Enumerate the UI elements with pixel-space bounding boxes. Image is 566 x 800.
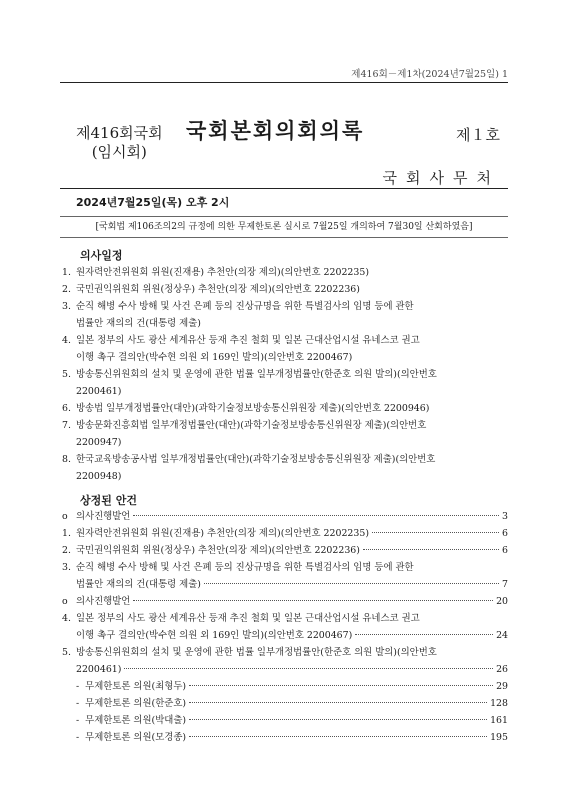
toc-item-body — [62, 644, 508, 678]
leader-dots — [355, 634, 493, 635]
leader-dots — [363, 549, 499, 550]
agenda-item-text: 국민권익위원회 위원(정상우) 추천안(의장 제의)(의안번호 2202236) — [76, 284, 360, 295]
toc-page-number: 128 — [490, 698, 508, 709]
agenda-list — [62, 264, 508, 485]
toc-page-number: 26 — [496, 664, 508, 675]
running-head: 제416회－제1차(2024년7월25일) 1 — [351, 69, 508, 80]
toc-item-text: 무제한토론 의원(박대출) — [85, 715, 187, 726]
toc-entry-line — [76, 729, 508, 746]
toc-page-number: 161 — [490, 715, 508, 726]
toc-item — [62, 644, 508, 678]
toc-item-text: 무제한토론 의원(한준호) — [85, 698, 187, 709]
agenda-item-number: 7. — [62, 420, 71, 431]
agenda-item — [62, 298, 508, 332]
toc-item — [62, 508, 508, 525]
agenda-title: 의사일정 — [80, 249, 123, 262]
agenda-item-number: 2. — [62, 284, 71, 295]
toc-item-text: 이행 촉구 결의안(박수현 의원 외 169인 발의)(의안번호 2200467) — [76, 630, 353, 641]
toc-entry-line — [76, 542, 508, 559]
toc-item-bullet: - — [76, 715, 80, 726]
leader-dots — [204, 583, 499, 584]
agenda-item — [62, 400, 508, 417]
agenda-item-text: 한국교육방송공사법 일부개정법률안(대안)(과학기술정보방송통신위원장 제출)(의안번호 — [76, 454, 436, 465]
toc-item-bullet: - — [76, 681, 80, 692]
agenda-item — [62, 264, 508, 281]
toc-item-number: 3. — [62, 562, 71, 573]
toc-entry-line — [76, 525, 508, 542]
publisher: 국회사무처 — [382, 169, 500, 187]
session-note: [국회법 제106조의2의 규정에 의한 무제한토론 실시로 7월25일 개의하여 7월30일 산회하였음] — [60, 216, 508, 238]
agenda-item-text: 방송통신위원회의 설치 및 운영에 관한 법률 일부개정법률안(한준호 의원 발의)(의안번호 — [76, 369, 437, 380]
toc-item — [62, 695, 508, 712]
agenda-item-number: 5. — [62, 369, 71, 380]
leader-dots — [189, 702, 487, 703]
leader-dots — [189, 719, 487, 720]
toc-entry-line — [76, 593, 508, 610]
toc-entry-line — [76, 661, 508, 678]
toc-item — [62, 525, 508, 542]
leader-dots — [133, 515, 499, 516]
toc-item-number: 1. — [62, 528, 71, 539]
agenda-item-number: 8. — [62, 454, 71, 465]
date-rule — [60, 188, 508, 189]
agenda-item — [62, 451, 508, 485]
agenda-item — [62, 281, 508, 298]
toc-item — [62, 712, 508, 729]
toc-item — [62, 678, 508, 695]
toc-entry-line — [76, 627, 508, 644]
leader-dots — [189, 736, 487, 737]
agenda-item-text: 순직 해병 수사 방해 및 사건 은폐 등의 진상규명을 위한 특별검사의 임명 등에 관한 — [76, 301, 414, 312]
agenda-item-text: 이행 촉구 결의안(박수현 의원 외 169인 발의)(의안번호 2200467) — [76, 352, 353, 363]
toc-item-text: 원자력안전위원회 위원(진재용) 추천안(의장 제의)(의안번호 2202235) — [76, 528, 369, 539]
session-label — [76, 124, 163, 162]
toc-item-bullet: - — [76, 698, 80, 709]
toc-item-text: 방송통신위원회의 설치 및 운영에 관한 법률 일부개정법률안(한준호 의원 발의)(의안번호 — [76, 647, 437, 658]
leader-dots — [372, 532, 499, 533]
toc-item-bullet: - — [76, 732, 80, 743]
toc-entry-line — [76, 508, 508, 525]
session-line-2: (임시회) — [91, 143, 147, 161]
toc-item — [62, 610, 508, 644]
toc-page-number: 24 — [496, 630, 508, 641]
toc-item-body — [62, 593, 508, 610]
agenda-item-text: 법률안 재의의 건(대통령 제출) — [76, 318, 201, 329]
toc-item-text: 국민권익위원회 위원(정상우) 추천안(의장 제의)(의안번호 2202236) — [76, 545, 360, 556]
leader-dots — [133, 600, 493, 601]
agenda-item-number: 3. — [62, 301, 71, 312]
toc-page-number: 195 — [490, 732, 508, 743]
toc-item-number: o — [62, 596, 68, 607]
agenda-item-number: 4. — [62, 335, 71, 346]
toc-item — [62, 729, 508, 746]
toc-item-body — [62, 610, 508, 644]
toc-item-text: 순직 해병 수사 방해 및 사건 은폐 등의 진상규명을 위한 특별검사의 임명 등에 관한 — [76, 562, 414, 573]
toc-item-body — [62, 559, 508, 593]
toc-item-text: 의사진행발언 — [76, 511, 131, 522]
toc-item-text: 2200461) — [76, 664, 122, 675]
toc-page-number: 7 — [502, 579, 508, 590]
document-number: 제１호 — [456, 126, 500, 144]
toc-item-number: 4. — [62, 613, 71, 624]
toc-item-text: 무제한토론 의원(모경종) — [85, 732, 187, 743]
toc-item — [62, 542, 508, 559]
toc-entry-line — [76, 712, 508, 729]
document-title: 국회본회의회의록 — [186, 119, 365, 143]
toc-item — [62, 559, 508, 593]
agenda-item — [62, 332, 508, 366]
toc-entry-line — [76, 576, 508, 593]
leader-dots — [189, 685, 493, 686]
toc-item-text: 의사진행발언 — [76, 596, 131, 607]
agenda-item-text: 일본 정부의 사도 광산 세계유산 등재 추진 철회 및 일본 근대산업시설 유네스코 권고 — [76, 335, 420, 346]
agenda-item-text: 2200461) — [76, 386, 122, 397]
agenda-item — [62, 366, 508, 400]
toc-title: 상정된 안건 — [80, 494, 137, 507]
toc-page-number: 3 — [502, 511, 508, 522]
toc-item-text: 무제한토론 의원(최형두) — [85, 681, 187, 692]
toc-item-body — [62, 508, 508, 525]
toc-entry-line — [76, 678, 508, 695]
toc-item-number: o — [62, 511, 68, 522]
header-rule — [60, 82, 508, 83]
toc-item-number: 2. — [62, 545, 71, 556]
toc-page-number: 20 — [496, 596, 508, 607]
toc-item-number: 5. — [62, 647, 71, 658]
toc-page-number: 6 — [502, 528, 508, 539]
agenda-item-text: 방송문화진흥회법 일부개정법률안(대안)(과학기술정보방송통신위원장 제출)(의안번호 — [76, 420, 427, 431]
agenda-item-text: 2200948) — [76, 471, 122, 482]
agenda-item — [62, 417, 508, 451]
agenda-item-number: 1. — [62, 267, 71, 278]
toc-item-text: 일본 정부의 사도 광산 세계유산 등재 추진 철회 및 일본 근대산업시설 유네스코 권고 — [76, 613, 420, 624]
toc-entry-line — [76, 695, 508, 712]
toc-list — [62, 508, 508, 746]
toc-item-text: 법률안 재의의 건(대통령 제출) — [76, 579, 201, 590]
meeting-datetime: 2024년7월25일(목) 오후 2시 — [76, 196, 230, 209]
agenda-item-text: 원자력안전위원회 위원(진재용) 추천안(의장 제의)(의안번호 2202235) — [76, 267, 369, 278]
toc-item — [62, 593, 508, 610]
toc-page-number: 6 — [502, 545, 508, 556]
toc-page-number: 29 — [496, 681, 508, 692]
agenda-item-text: 2200947) — [76, 437, 122, 448]
toc-item-body — [62, 525, 508, 542]
leader-dots — [124, 668, 493, 669]
toc-item-body — [62, 542, 508, 559]
agenda-item-number: 6. — [62, 403, 71, 414]
agenda-item-text: 방송법 일부개정법률안(대안)(과학기술정보방송통신위원장 제출)(의안번호 2200946) — [76, 403, 430, 414]
session-line-1: 제416회국회 — [76, 124, 163, 142]
